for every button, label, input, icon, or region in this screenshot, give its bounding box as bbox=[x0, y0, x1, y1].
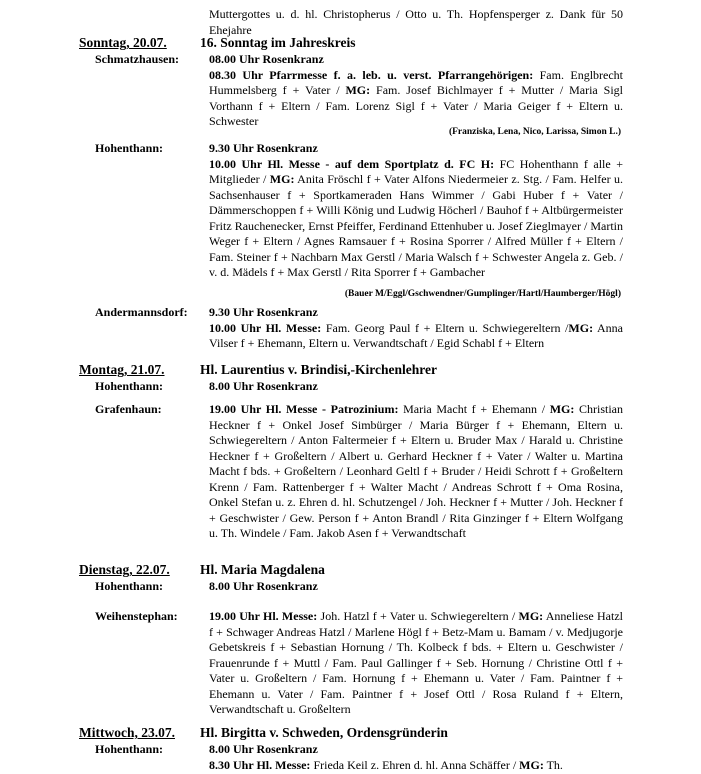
schedule-andermannsdorf bbox=[209, 305, 623, 352]
place-hohenthann: Hohenthann: bbox=[95, 579, 164, 593]
mass-intentions: FC Hohenthann f alle + Mitglieder / bbox=[209, 156, 623, 186]
place-weihenstephan: Weihenstephan: bbox=[95, 609, 178, 623]
mass-intentions: Fam. Englbrecht Hummelsberg f + Vater / bbox=[209, 67, 624, 97]
day-feast: 16. Sonntag im Jahreskreis bbox=[200, 35, 356, 50]
place-hohenthann: Hohenthann: bbox=[95, 141, 164, 155]
schedule-hohenthann bbox=[209, 742, 623, 773]
mg-label: MG: bbox=[568, 320, 594, 335]
mass-entry bbox=[209, 157, 623, 281]
day-feast: Hl. Birgitta v. Schweden, Ordensgründerin bbox=[200, 725, 448, 740]
rosary-entry: 9.30 Uhr Rosenkranz bbox=[209, 305, 318, 319]
mass-time: 8.30 Uhr Hl. Messe: bbox=[209, 757, 311, 772]
schedule-hohenthann bbox=[209, 141, 623, 281]
rosary-entry: 08.00 Uhr Rosenkranz bbox=[209, 52, 324, 66]
mass-intentions: Maria Macht f + Ehemann / bbox=[398, 402, 550, 416]
rosary-entry: 8.00 Uhr Rosenkranz bbox=[209, 579, 318, 593]
mass-intentions: Frieda Keil z. Ehren d. hl. Anna Schäffer / bbox=[310, 757, 520, 772]
mass-intentions-more: Th. bbox=[543, 757, 563, 772]
mass-time: 19.00 Uhr Hl. Messe - Patrozinium: bbox=[209, 402, 399, 416]
mass-entry bbox=[209, 758, 623, 774]
schedule-hohenthann bbox=[209, 579, 623, 595]
mass-intentions: Joh. Hatzl f + Vater u. Schwiegereltern / bbox=[317, 609, 519, 623]
place-schmatzhausen: Schmatzhausen: bbox=[95, 52, 180, 66]
schedule-schmatzhausen bbox=[209, 52, 623, 130]
mg-label: MG: bbox=[549, 402, 575, 416]
mg-label: MG: bbox=[269, 172, 295, 186]
day-heading-sunday bbox=[79, 35, 356, 51]
mass-intentions-more: Christian Heckner f + Onkel Josef Simbürger / Maria Bürger f + Ehemann, Eltern u. Schwiegereltern / Anton Faltermeier f + Eltern u. Bruder Max / Harald u. Christine Heckner f + Großeltern / Albert u. Gerhard Heckner f + Vater / Walter u. Martina Macht f bds. + Großeltern / Leonhard Geltl f + Bruder / Heidi Schrott f + Großeltern Krenn / Fam. Rattenberger f + Walter Macht / Andreas Schrott f + Oma Rosina, Onkel Stefan u. z. Ehren d. hl. Schutzengel / Joh. Heckner f + Mutter / Joh. Heckner f + Geschwister / Gew. Person f + Anton Brandl / Rita Ginzinger f + Eltern Wolfgang u. Th. Windele / Fam. Jakob Asen f + Verwandtschaft bbox=[209, 402, 623, 540]
day-feast: Hl. Maria Magdalena bbox=[200, 562, 325, 577]
server-names: (Franziska, Lena, Nico, Larissa, Simon L.) bbox=[448, 127, 621, 137]
rosary-entry: 9.30 Uhr Rosenkranz bbox=[209, 141, 318, 155]
continuation-text bbox=[209, 7, 623, 38]
place-hohenthann: Hohenthann: bbox=[95, 379, 164, 393]
mass-entry bbox=[209, 609, 623, 718]
schedule-weihenstephan bbox=[209, 609, 623, 718]
mass-intentions-more: Anna Vilser f + Ehemann, Eltern u. Verwandtschaft / Egid Schabl f + Eltern bbox=[209, 320, 623, 350]
place-hohenthann: Hohenthann: bbox=[95, 742, 164, 756]
mass-entry bbox=[209, 402, 623, 542]
mass-time: 10.00 Uhr Hl. Messe: bbox=[209, 320, 322, 335]
mass-time: 10.00 Uhr Hl. Messe - auf dem Sportplatz d. FC H: bbox=[209, 156, 495, 171]
day-date: Montag, 21.07. bbox=[79, 362, 165, 377]
place-andermannsdorf: Andermannsdorf: bbox=[95, 305, 188, 319]
day-heading-monday bbox=[79, 362, 438, 378]
schedule-hohenthann bbox=[209, 379, 623, 395]
mg-label: MG: bbox=[519, 757, 544, 772]
mass-time: 19.00 Uhr Hl. Messe: bbox=[209, 609, 318, 623]
day-date: Mittwoch, 23.07. bbox=[79, 725, 175, 740]
server-names: (Bauer M/Eggl/Gschwendner/Gumplinger/Hartl/Haumberger/Högl) bbox=[344, 289, 621, 299]
mass-intentions-more: Fam. Josef Bichlmayer f + Mutter / Maria Sigl Vorthann f + Eltern / Fam. Lorenz Sigl f + Vater / Maria Geiger f + Eltern u. Schwester bbox=[209, 83, 623, 128]
mass-intentions: Fam. Georg Paul f + Eltern u. Schwiegereltern / bbox=[321, 320, 569, 335]
mg-label: MG: bbox=[518, 609, 544, 623]
place-grafenhaun: Grafenhaun: bbox=[95, 402, 162, 416]
mass-intentions-more: Anita Fröschl f + Vater Alfons Niedermeier z. Stg. / Fam. Helfer u. Sachsenhauser f + Sportkameraden Hans Wimmer / Gabi Huber f + Vater / Dämmerschoppen f + Willi König und Ludwig Höcherl / Bauhof f + Altbürgermeister Fritz Rauchenecker, Ernst Pfeiffer, Ferdinand Ettenhuber u. Josef Zieglmayer / Martin Weger f + Eltern / Agnes Ramsauer f + Rosina Sporrer / Alfred Müller f + Eltern / Fam. Steiner f + Nachbarn Max Gerstl / Maria Walsch f + Schwester Angela z. Geb. / v. d. Mädels f + Max Gerstl / Rita Sporrer f + Gambacher bbox=[209, 172, 623, 279]
mass-entry bbox=[209, 68, 623, 130]
day-feast: Hl. Laurentius v. Brindisi,-Kirchenlehrer bbox=[200, 362, 438, 377]
mg-label: MG: bbox=[345, 83, 371, 97]
mass-intentions-more: Anneliese Hatzl f + Schwager Andreas Hatzl / Marlene Högl f + Betz-Mam u. Bamam / v. Medjugorje Gebetskreis f + Sebastian Hornung / Th. Kolbeck f bds. + Eltern u. Geschwister / Frauenrunde f + Muttl / Fam. Paul Gallinger f + Seb. Hornung / Christine Ottl f + Vater u. Großeltern / Fam. Hornung f + Ehemann u. Vater / Fam. Paintner f + Ehemann u. Vater / Fam. Paintner f + Josef Ottl / Rosa Ruland f + Eltern, Verwandtschaft u. Großeltern bbox=[209, 609, 624, 716]
rosary-entry: 8.00 Uhr Rosenkranz bbox=[209, 379, 318, 393]
schedule-grafenhaun bbox=[209, 402, 623, 542]
day-date: Dienstag, 22.07. bbox=[79, 562, 170, 577]
mass-entry bbox=[209, 321, 623, 352]
day-heading-tuesday bbox=[79, 562, 325, 578]
day-date: Sonntag, 20.07. bbox=[79, 35, 167, 50]
rosary-entry: 8.00 Uhr Rosenkranz bbox=[209, 742, 318, 756]
continuation-line: Muttergottes u. d. hl. Christopherus / Otto u. Th. Hopfensperger z. Dank für 50 Ehejahre bbox=[209, 7, 623, 37]
mass-time: 08.30 Uhr Pfarrmesse f. a. leb. u. verst. Pfarrangehörigen: bbox=[209, 67, 534, 82]
day-heading-wednesday bbox=[79, 725, 448, 741]
